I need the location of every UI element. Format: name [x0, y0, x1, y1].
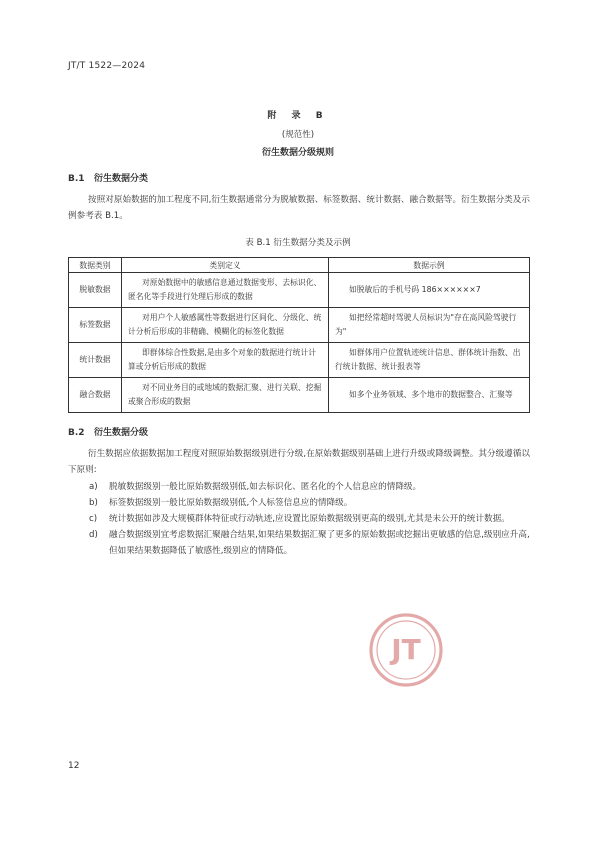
- row-example: 如把经常超时驾驶人员标识为"存在高风险驾驶行为": [329, 308, 530, 343]
- section-b2-heading: [68, 425, 148, 438]
- section-b2-title: 衍生数据分级: [94, 428, 149, 438]
- section-b2-paragraph: 衍生数据应依据数据加工程度对照原始数据级别进行分级,在原始数据级别基础上进行升级或降级调整。其分级遵循以下原则:: [68, 449, 530, 475]
- list-item-text: 脱敏数据级别一般比原始数据级别低,如去标识化、匿名化的个人信息应的情降级。: [109, 482, 422, 492]
- row-category: 融合数据: [69, 378, 122, 413]
- row-example: 如群体用户位置轨迹统计信息、群体统计指数、出行统计数据、统计报表等: [329, 343, 530, 378]
- list-item-text: 统计数据如涉及大规模群体特征或行动轨迹,应设置比原始数据级别更高的级别,尤其是未公开的统计数据。: [109, 514, 510, 524]
- row-category: 脱敏数据: [69, 273, 122, 308]
- list-item-text: 标签数据级别一般比原始数据级别低,个人标签信息应的情降级。: [109, 498, 353, 508]
- list-item-text: 融合数据级别宜考虑数据汇聚融合结果,如果结果数据汇聚了更多的原始数据或挖掘出更敏感的信息,级别应升高,但如果结果数据降低了敏感性,级别应的情降低。: [109, 530, 530, 556]
- row-definition: 对用户个人敏感属性等数据进行区间化、分级化、统计分析后形成的非精确、模糊化的标签化数据: [122, 308, 329, 343]
- appendix-normative-label: (规范性): [281, 130, 315, 140]
- list-item: [68, 495, 530, 511]
- jt-stamp-logo: [368, 612, 444, 688]
- row-definition: 即群体综合性数据,是由多个对象的数据进行统计计算或分析后形成的数据: [122, 343, 329, 378]
- section-b2-number: B.2: [68, 428, 85, 438]
- table-header-example: 数据示例: [329, 258, 530, 273]
- table-row: [69, 273, 530, 308]
- table-header-row: [69, 258, 530, 273]
- list-item-marker: b): [89, 498, 98, 508]
- row-definition: 对不同业务目的或地域的数据汇聚、进行关联、挖掘或聚合形成的数据: [122, 378, 329, 413]
- list-item-marker: c): [89, 514, 98, 524]
- standard-code: JT/T 1522—2024: [68, 61, 146, 71]
- row-definition: 对原始数据中的敏感信息通过数据变形、去标识化、匿名化等手段进行处理后形成的数据: [122, 273, 329, 308]
- list-item: [68, 527, 530, 559]
- row-category: 统计数据: [69, 343, 122, 378]
- section-b1-title: 衍生数据分类: [94, 174, 149, 184]
- table-row: [69, 308, 530, 343]
- classification-table: [68, 257, 530, 413]
- section-b1-number: B.1: [68, 174, 85, 184]
- appendix-title: 附 录 B: [267, 111, 329, 121]
- row-example: 如多个业务领域、多个地市的数据整合、汇聚等: [329, 378, 530, 413]
- table-header-category: 数据类别: [69, 258, 122, 273]
- grading-rules-list: [68, 479, 530, 559]
- page-number: 12: [68, 761, 80, 771]
- list-item: [68, 511, 530, 527]
- table-row: [69, 343, 530, 378]
- table-row: [69, 378, 530, 413]
- list-item-marker: a): [89, 482, 98, 492]
- table-header-definition: 类别定义: [122, 258, 329, 273]
- row-example: 如脱敏后的手机号码 186××××××7: [329, 273, 530, 308]
- section-b1-paragraph: 按照对原始数据的加工程度不同,衍生数据通常分为脱敏数据、标签数据、统计数据、融合数据等。衍生数据分类及示例参考表 B.1。: [68, 195, 530, 221]
- section-b1-heading: [68, 171, 148, 184]
- appendix-name: 衍生数据分级规则: [261, 148, 334, 158]
- list-item: [68, 479, 530, 495]
- table-caption: 表 B.1 衍生数据分类及示例: [245, 238, 351, 248]
- row-category: 标签数据: [69, 308, 122, 343]
- stamp-letters: JT: [391, 633, 421, 666]
- list-item-marker: d): [89, 530, 98, 540]
